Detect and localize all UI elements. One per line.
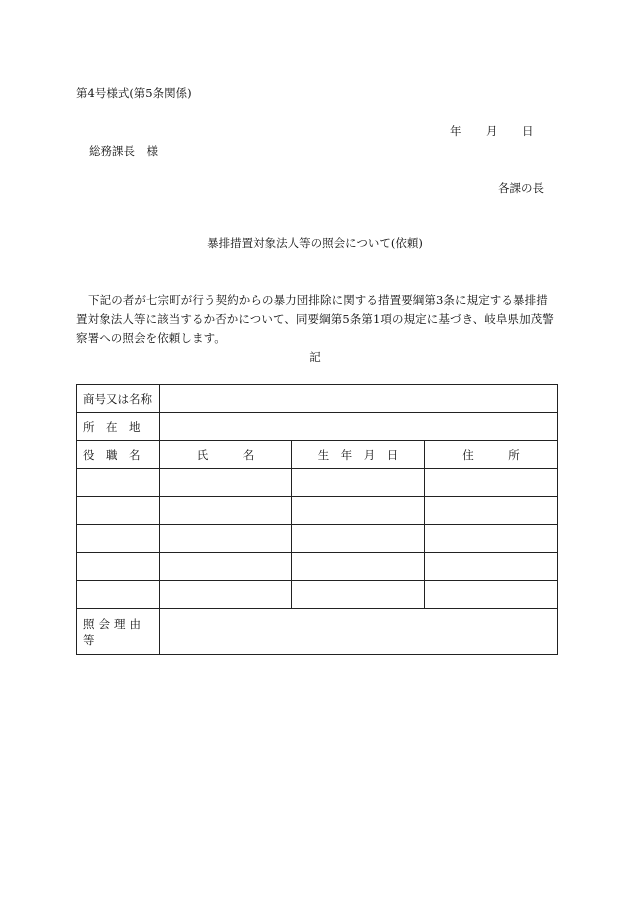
residence-cell[interactable]	[425, 497, 558, 525]
name-cell[interactable]	[160, 581, 292, 609]
sender: 各課の長	[498, 181, 544, 195]
position-cell[interactable]	[77, 553, 160, 581]
company-value[interactable]	[160, 385, 558, 413]
residence-cell[interactable]	[425, 553, 558, 581]
company-label: 商号又は名称	[77, 385, 160, 413]
date-year: 年	[450, 124, 462, 138]
position-cell[interactable]	[77, 497, 160, 525]
header-row	[77, 441, 558, 469]
table-row	[77, 581, 558, 609]
form-number: 第4号様式(第5条関係)	[76, 86, 192, 100]
table-row	[77, 497, 558, 525]
record-table	[76, 384, 558, 655]
ki-label: 記	[309, 350, 321, 364]
birthdate-header: 生 年 月 日	[292, 441, 425, 469]
residence-cell[interactable]	[425, 581, 558, 609]
residence-header: 住 所	[425, 441, 558, 469]
birthdate-cell[interactable]	[292, 581, 425, 609]
document-title: 暴排措置対象法人等の照会について(依頼)	[207, 236, 423, 250]
name-cell[interactable]	[160, 497, 292, 525]
reason-label: 照会理由等	[77, 609, 160, 655]
name-cell[interactable]	[160, 469, 292, 497]
date-line	[450, 123, 534, 139]
name-cell[interactable]	[160, 525, 292, 553]
address-value[interactable]	[160, 413, 558, 441]
position-header: 役 職 名	[77, 441, 160, 469]
address-row	[77, 413, 558, 441]
table-row	[77, 525, 558, 553]
table-row	[77, 469, 558, 497]
position-cell[interactable]	[77, 469, 160, 497]
name-cell[interactable]	[160, 553, 292, 581]
reason-row	[77, 609, 558, 655]
date-month: 月	[486, 124, 498, 138]
reason-value[interactable]	[160, 609, 558, 655]
birthdate-cell[interactable]	[292, 553, 425, 581]
birthdate-cell[interactable]	[292, 497, 425, 525]
name-header: 氏 名	[160, 441, 292, 469]
birthdate-cell[interactable]	[292, 469, 425, 497]
addressee: 総務課長 様	[89, 144, 158, 158]
address-label: 所 在 地	[77, 413, 160, 441]
position-cell[interactable]	[77, 581, 160, 609]
birthdate-cell[interactable]	[292, 525, 425, 553]
body-text: 下記の者が七宗町が行う契約からの暴力団排除に関する措置要綱第3条に規定する暴排措置対象法人等に該当するか否かについて、同要綱第5条第1項の規定に基づき、岐阜県加茂警察署への照会を依頼します。	[76, 293, 554, 345]
table-row	[77, 553, 558, 581]
residence-cell[interactable]	[425, 525, 558, 553]
residence-cell[interactable]	[425, 469, 558, 497]
company-row	[77, 385, 558, 413]
date-day: 日	[522, 124, 534, 138]
position-cell[interactable]	[77, 525, 160, 553]
